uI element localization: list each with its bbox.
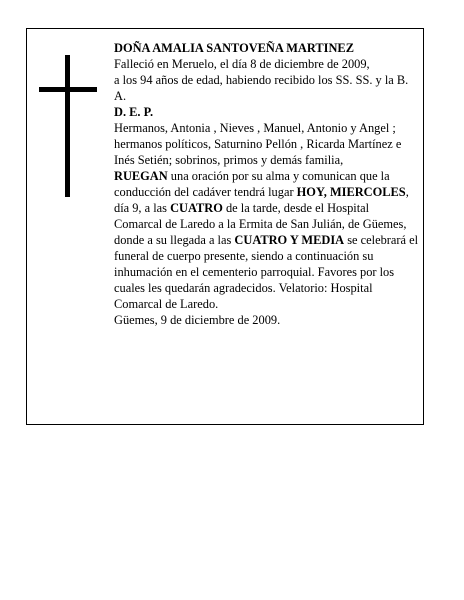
cuatro-y-media-text: CUATRO Y MEDIA [234, 233, 345, 247]
family-list: Hermanos, Antonia , Nieves , Manuel, Antonio y Angel ; hermanos políticos, Saturnino Pellón , Ricarda Martínez e Inés Setién; sobrinos, primos y demás familia, [114, 121, 402, 167]
announcement-part-3: de la tarde, desde el Hospital Comarcal de Laredo a la Ermita de San Julián, de Güemes, donde a su llegada a las [114, 201, 407, 247]
announcement-part-1: una oración por su alma y comunican que la conducción del cadáver tendrá lugar [114, 169, 390, 199]
dep-line: D. E. P. [114, 105, 154, 119]
hoy-miercoles-text: HOY, MIERCOLES [296, 185, 406, 199]
cuatro-text: CUATRO [170, 201, 223, 215]
funeral-announcement [114, 168, 420, 312]
deceased-name: DOÑA AMALIA SANTOVEÑA MARTINEZ [114, 41, 354, 55]
announcement-part-4: se celebrará el funeral de cuerpo presente, siendo a continuación su inhumación en el cementerio parroquial. Favores por los cuales les quedarán agradecidos. Velatorio: Hospital Comarcal de Laredo. [114, 233, 419, 311]
cross-icon [39, 55, 97, 197]
obituary-notice [26, 28, 424, 425]
cross-vertical-bar [65, 55, 70, 197]
ruegan-text: RUEGAN [114, 169, 168, 183]
death-statement: Falleció en Meruelo, el día 8 de diciembre de 2009, [114, 57, 370, 71]
age-statement: a los 94 años de edad, habiendo recibido los SS. SS. y la B. A. [114, 73, 409, 103]
announcement-part-2: , día 9, a las [114, 185, 409, 215]
obituary-text [114, 40, 420, 328]
place-and-date: Güemes, 9 de diciembre de 2009. [114, 313, 281, 327]
cross-horizontal-bar [39, 87, 97, 92]
